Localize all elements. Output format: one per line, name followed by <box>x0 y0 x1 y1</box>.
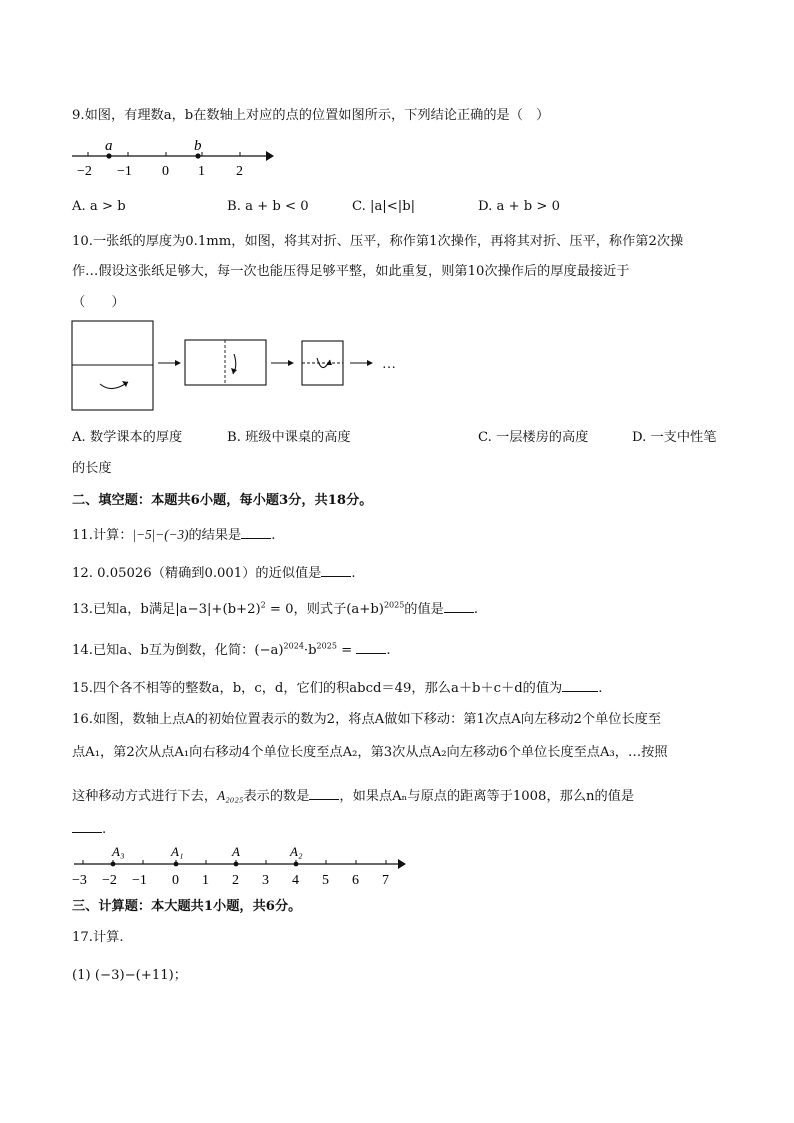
section-3-heading: 三、计算题：本大题共1小题，共6分。 <box>72 899 302 914</box>
q16-point-a3-label: A₃ <box>112 844 125 859</box>
q16-tick-label: 0 <box>172 873 179 888</box>
q14-equals: = <box>336 643 357 658</box>
q10-folding-diagram <box>70 318 410 414</box>
q16-tick-label: 6 <box>352 873 359 888</box>
q10-paren: （ ） <box>72 295 125 310</box>
q9-tick-label: 1 <box>198 164 205 179</box>
q14-prefix: 14.已知a、b互为倒数，化简：(−a) <box>72 643 284 658</box>
q16-tick-label: 5 <box>322 873 329 888</box>
q16-line3-c: ，如果点Aₙ与原点的距离等于1008，那么n的值是 <box>339 789 635 804</box>
q16-tick-label: −2 <box>102 873 117 888</box>
q14 <box>72 639 391 658</box>
q13-prefix: 13.已知a，b满足|a−3|+(b+2) <box>72 602 261 617</box>
q13-end: . <box>473 602 479 617</box>
q12 <box>72 562 356 581</box>
q9-point-b-label: b <box>194 138 202 154</box>
q11-suffix: 的结果是 <box>188 528 242 543</box>
q13-exponent-2025: 2025 <box>383 600 405 610</box>
q13-suffix: 的值是 <box>404 602 444 617</box>
q16-point-a2-label: A₂ <box>290 844 303 859</box>
q12-end: . <box>351 566 356 581</box>
q9-stem: 9.如图，有理数a，b在数轴上对应的点的位置如图所示，下列结论正确的是（ ） <box>72 108 550 123</box>
q16-number-line <box>68 842 413 890</box>
q10-option-b: B. 班级中课桌的高度 <box>227 430 351 445</box>
q17-title: 17.计算. <box>72 930 124 945</box>
q10-option-d: D. 一支中性笔 <box>632 430 717 445</box>
q9-tick-label: −2 <box>77 164 92 179</box>
section-2-heading: 二、填空题：本题共6小题，每小题3分，共18分。 <box>72 493 373 508</box>
q13-mid: = 0，则式子(a+b) <box>265 602 384 617</box>
q16-tick-label: 1 <box>202 873 209 888</box>
q9-number-line <box>68 138 278 182</box>
q15 <box>72 677 602 696</box>
q16-line2: 点A₁，第2次从点A₁向右移动4个单位长度至点A₂，第3次从点A₂向左移动6个单位长度至点A₃，…按照 <box>72 745 668 760</box>
q10-ellipsis: … <box>382 357 396 372</box>
q10-option-d-continuation: 的长度 <box>72 461 112 476</box>
q16-tick-label: −1 <box>132 873 147 888</box>
q10-option-c: C. 一层楼房的高度 <box>478 430 589 445</box>
q11-answer-blank[interactable] <box>241 526 271 539</box>
q16-point-a-label: A <box>232 844 240 859</box>
q11-expression: |−5|−(−3) <box>132 527 189 542</box>
q10-option-a: A. 数学课本的厚度 <box>72 430 183 445</box>
q9-option-c: C. |a|<|b| <box>352 199 416 214</box>
q16-answer-blank-2[interactable] <box>72 820 102 833</box>
q16-line3 <box>72 785 634 804</box>
q11-end: . <box>271 528 276 543</box>
q13-exponent: 2 <box>260 600 266 610</box>
q9-tick-label: −1 <box>117 164 132 179</box>
q9-option-d: D. a + b > 0 <box>478 199 561 214</box>
q16-answer-blank-1[interactable] <box>309 787 339 800</box>
q13-answer-blank[interactable] <box>444 600 474 613</box>
q16-point-a1-label: A₁ <box>171 844 184 859</box>
q17-sub1: (1) (−3)−(+11)； <box>72 968 187 983</box>
q9-tick-label: 0 <box>162 164 169 179</box>
q9-option-a: A. a > b <box>72 199 126 214</box>
q14-mid: ·b <box>303 643 317 658</box>
q9-point-a-label: a <box>105 138 113 154</box>
q14-answer-blank[interactable] <box>356 641 386 654</box>
q14-exponent-2024: 2024 <box>283 641 304 651</box>
q15-text: 15.四个各不相等的整数a，b，c，d，它们的积abcd＝49，那么a＋b＋c＋d的值为 <box>72 681 563 696</box>
q11 <box>72 524 275 543</box>
q16-tick-label: 2 <box>232 873 239 888</box>
q16-a2025-symbol: A₂₀₂₅ <box>217 788 244 803</box>
q16-tick-label: 3 <box>262 873 269 888</box>
q15-answer-blank[interactable] <box>562 679 598 692</box>
q9-option-b: B. a + b < 0 <box>227 199 309 214</box>
q11-prefix: 11.计算： <box>72 528 133 543</box>
q12-text: 12. 0.05026（精确到0.001）的近似值是 <box>72 566 322 581</box>
q13 <box>72 598 478 617</box>
q14-exponent-2025: 2025 <box>316 641 337 651</box>
q16-line1: 16.如图，数轴上点A的初始位置表示的数为2，将点A做如下移动：第1次点A向左移动2个单位长度至 <box>72 712 662 727</box>
q12-answer-blank[interactable] <box>321 564 351 577</box>
q16-line3-b: 表示的数是 <box>243 789 310 804</box>
q16-line3-a: 这种移动方式进行下去， <box>72 789 218 804</box>
q16-tick-label: −3 <box>72 873 87 888</box>
q10-stem-line2: 作…假设这张纸足够大，每一次也能压得足够平整，如此重复，则第10次操作后的厚度最接近于 <box>72 264 630 279</box>
q16-end: . <box>102 822 107 837</box>
q16-line4 <box>72 820 106 837</box>
q10-stem-line1: 10.一张纸的厚度为0.1mm，如图，将其对折、压平，称作第1次操作，再将其对折、压平，称作第2次操 <box>72 234 684 249</box>
q9-tick-label: 2 <box>236 164 243 179</box>
q14-end: . <box>386 643 391 658</box>
q16-tick-label: 4 <box>292 873 299 888</box>
q15-end: . <box>598 681 603 696</box>
q16-tick-label: 7 <box>382 873 389 888</box>
